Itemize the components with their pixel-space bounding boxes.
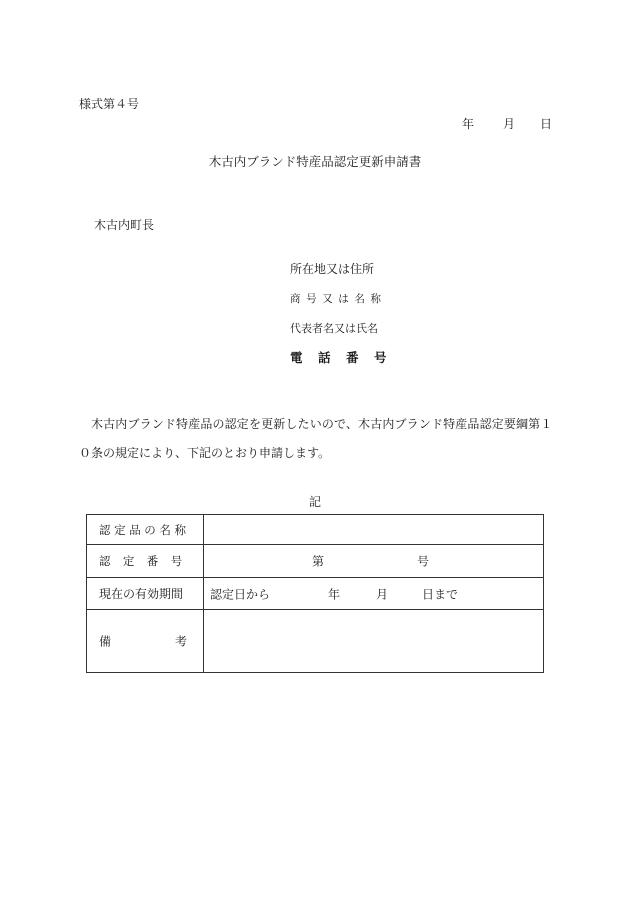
form-number: 様式第４号	[79, 97, 140, 111]
table-row	[87, 515, 544, 545]
body-line-1: 木古内ブランド特産品の認定を更新したいので、木古内ブランド特産品認定要綱第１	[91, 417, 553, 431]
detail-table	[86, 514, 544, 673]
table-row	[87, 545, 544, 578]
remarks-label	[87, 610, 204, 673]
number-go: 号	[417, 554, 430, 569]
remarks-field[interactable]	[204, 610, 544, 673]
validity-period-label: 現在の有効期間	[87, 578, 204, 610]
date-month-label: 月	[503, 117, 516, 131]
recipient: 木古内町長	[94, 218, 155, 232]
period-month: 月	[376, 587, 389, 601]
remarks-label-b: 考	[175, 634, 188, 649]
ki-heading: 記	[308, 495, 321, 509]
address-label: 所在地又は住所	[290, 262, 375, 276]
product-name-field[interactable]	[204, 515, 544, 545]
certification-number-label: 認定番号	[87, 545, 204, 578]
representative-label: 代表者名又は氏名	[290, 322, 378, 335]
period-year: 年	[328, 587, 341, 601]
date-day-label: 日	[540, 117, 553, 131]
period-from: 認定日から	[210, 587, 271, 601]
validity-period-field[interactable]	[204, 578, 544, 610]
date-year-label: 年	[462, 117, 475, 131]
document-title: 木古内ブランド特産品認定更新申請書	[208, 154, 422, 169]
body-paragraph	[79, 410, 559, 468]
table-row	[87, 610, 544, 673]
phone-label: 電話番号	[290, 350, 403, 365]
number-dai: 第	[312, 554, 325, 569]
certification-number-field[interactable]	[204, 545, 544, 578]
remarks-label-a: 備	[99, 634, 112, 649]
product-name-label: 認定品の名称	[87, 515, 204, 545]
period-until: 日まで	[422, 587, 459, 601]
body-line-2: ０条の規定により、下記のとおり申請します。	[79, 446, 331, 460]
trade-name-label: 商号又は名称	[290, 293, 387, 305]
table-row	[87, 578, 544, 610]
